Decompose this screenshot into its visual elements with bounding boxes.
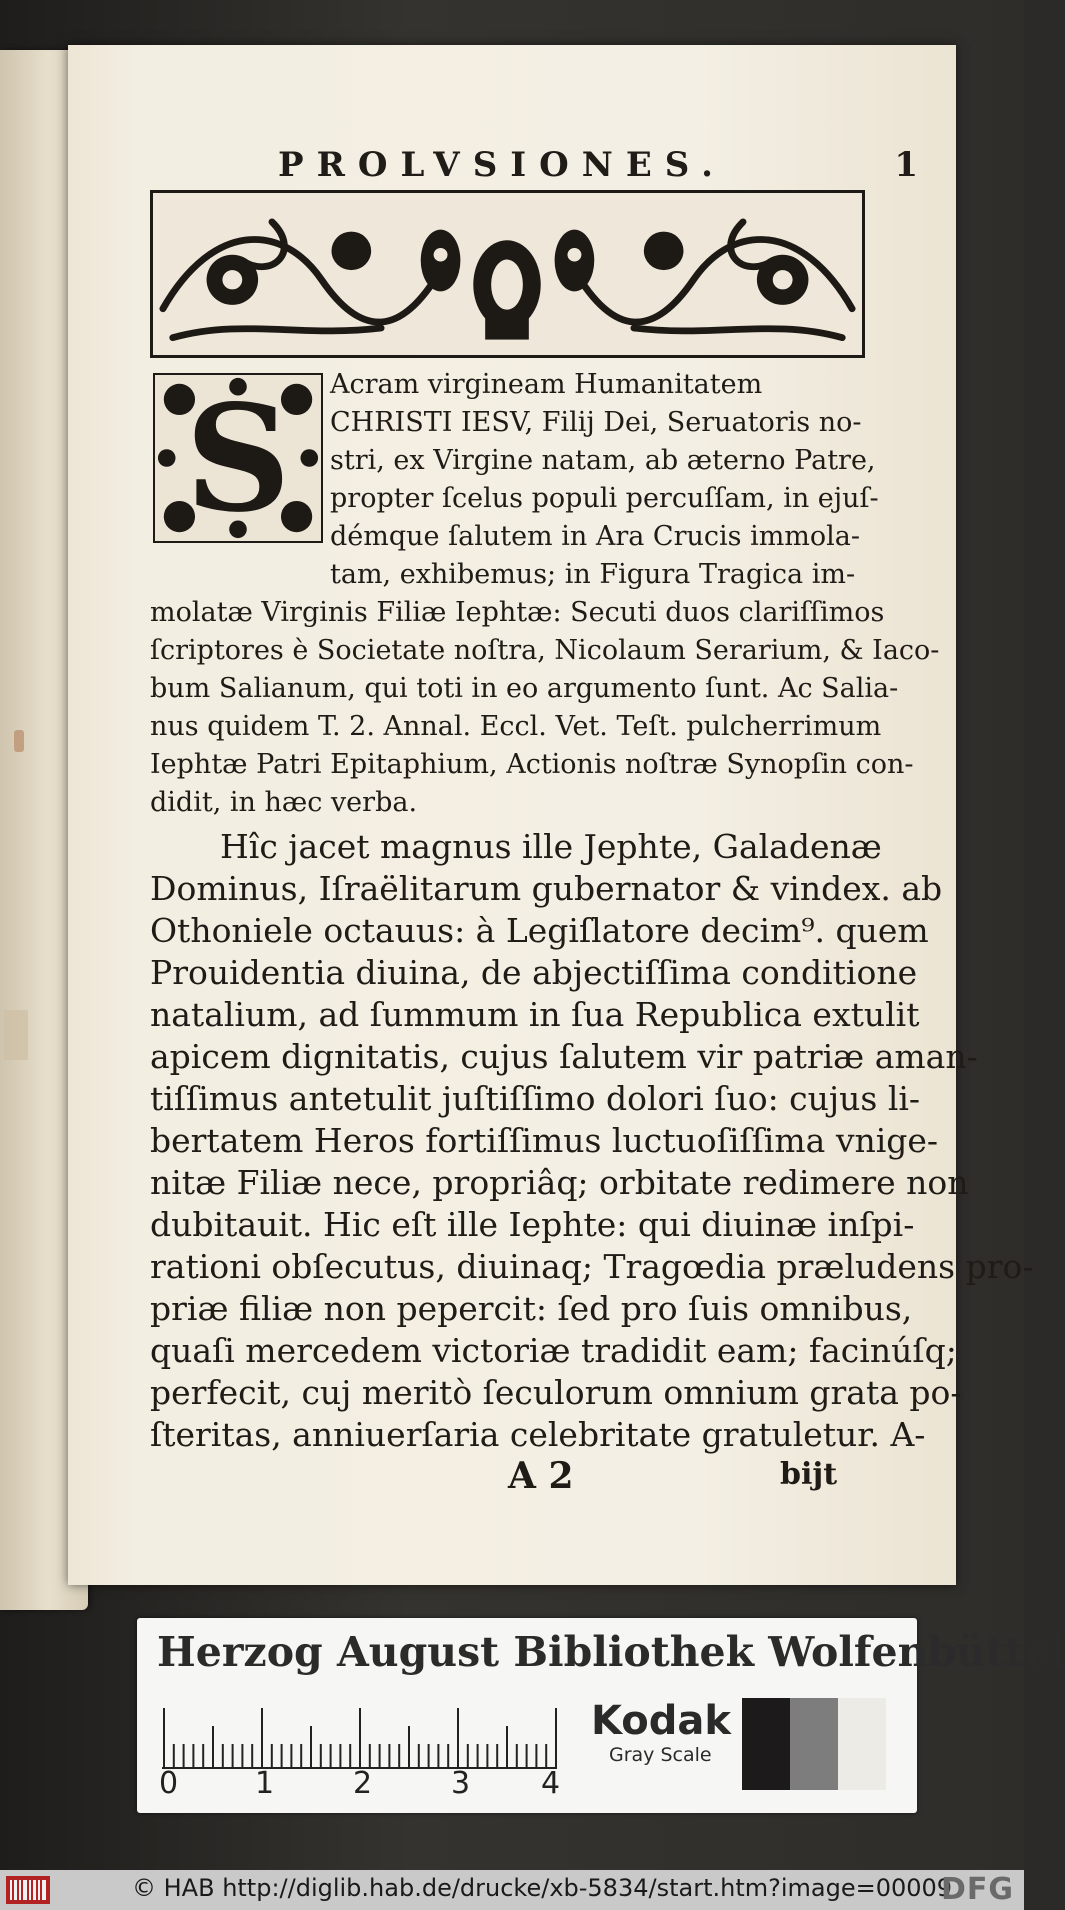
ruler-number: 4 [541, 1766, 561, 1801]
epitaph-line: Prouidentia diuina, de abjectiſſima conditione [150, 953, 918, 992]
text-line: Acram virgineam Humanitatem [330, 369, 763, 400]
paper-stain [14, 730, 24, 752]
footer-bar [0, 1870, 1024, 1910]
svg-text:S: S [185, 371, 291, 545]
gray-scale-label: Gray Scale [609, 1744, 712, 1766]
text-line: propter ſcelus populi percuſſam, in ejuſ- [330, 483, 879, 514]
ruler-number: 0 [159, 1766, 179, 1801]
epitaph-line: Hîc jacet magnus ille Jephte, Galadenæ [220, 827, 882, 866]
footer-copyright-url[interactable]: © HAB http://diglib.hab.de/drucke/xb-5834/start.htm?image=00009 [132, 1874, 953, 1902]
gray-swatch [742, 1698, 790, 1790]
epitaph-line: quaſi mercedem victoriæ tradidit eam; facinúſq; [150, 1331, 957, 1370]
paper-stain [4, 1010, 28, 1060]
text-line: molatæ Virginis Filiæ Iephtæ: Secuti duos clariſſimos [150, 597, 885, 628]
ruler-number: 3 [451, 1766, 471, 1801]
text-line: nus quidem T. 2. Annal. Eccl. Vet. Teſt. pulcherrimum [150, 711, 882, 742]
kodak-brand: Kodak [591, 1698, 731, 1744]
epitaph-line: dubitauit. Hic eſt ille Iephte: qui diuinæ inſpi- [150, 1205, 915, 1244]
epitaph-line: tiſſimus antetulit juſtiſſimo dolori ſuo: cujus li- [150, 1079, 921, 1118]
ruler-number: 1 [255, 1766, 275, 1801]
epitaph-line: apicem dignitatis, cujus ſalutem vir patriæ aman- [150, 1037, 978, 1076]
ruler-icon [162, 1700, 557, 1770]
book-page [68, 45, 1034, 1585]
epitaph-line: natalium, ad ſummum in ſua Republica extulit [150, 995, 920, 1034]
epitaph-line: Othoniele octauus: à Legiſlatore decim⁹. quem [150, 911, 929, 950]
epitaph-line: rationi obſecutus, diuinaq; Tragœdia præludens pro- [150, 1247, 1034, 1286]
signature-mark: A 2 [508, 1455, 574, 1497]
color-calibration-card [137, 1618, 1065, 1813]
epitaph-line: perfecit, cuj meritò ſeculorum omnium grata po- [150, 1373, 962, 1412]
hab-barcode-logo-icon [6, 1876, 50, 1904]
epitaph-line: priæ filiæ non pepercit: ſed pro ſuis omnibus, [150, 1289, 913, 1328]
ornamental-headpiece-icon [150, 190, 865, 358]
card-title: Herzog August Bibliothek Wolfenbüttel [157, 1628, 1065, 1676]
text-line: Iephtæ Patri Epitaphium, Actionis noſtræ Synopſin con- [150, 749, 914, 780]
running-head [278, 145, 918, 195]
text-line: CHRISTI IESV, Filij Dei, Seruatoris no- [330, 407, 862, 438]
dfg-logo: DFG [940, 1872, 1014, 1907]
text-line: stri, ex Virgine natam, ab æterno Patre, [330, 445, 876, 476]
text-line: démque ſalutem in Ara Crucis immola- [330, 521, 861, 552]
catchword: bijt [780, 1457, 838, 1492]
epitaph-line: Dominus, Iſraëlitarum gubernator & vindex. ab [150, 869, 943, 908]
ruler-number: 2 [353, 1766, 373, 1801]
epitaph-line: ſteritas, anniuerſaria celebritate gratuletur. A- [150, 1415, 926, 1454]
text-line: ſcriptores è Societate noſtra, Nicolaum Serarium, & Iaco- [150, 635, 940, 666]
text-line: didit, in hæc verba. [150, 787, 418, 818]
running-title: PROLVSIONES. [278, 145, 726, 185]
epitaph-line: nitæ Filiæ nece, propriâq; orbitate redimere non [150, 1163, 969, 1202]
gray-swatch [838, 1698, 886, 1790]
page-number: 1 [894, 145, 918, 185]
gray-swatch [790, 1698, 838, 1790]
epitaph-line: bertatem Heros fortiſſimus luctuoſiſſima vnige- [150, 1121, 939, 1160]
decorated-initial-letter-icon [153, 373, 323, 543]
text-line: bum Salianum, qui toti in eo argumento ſunt. Ac Saliа- [150, 673, 899, 704]
text-line: tam, exhibemus; in Figura Tragica im- [330, 559, 856, 590]
